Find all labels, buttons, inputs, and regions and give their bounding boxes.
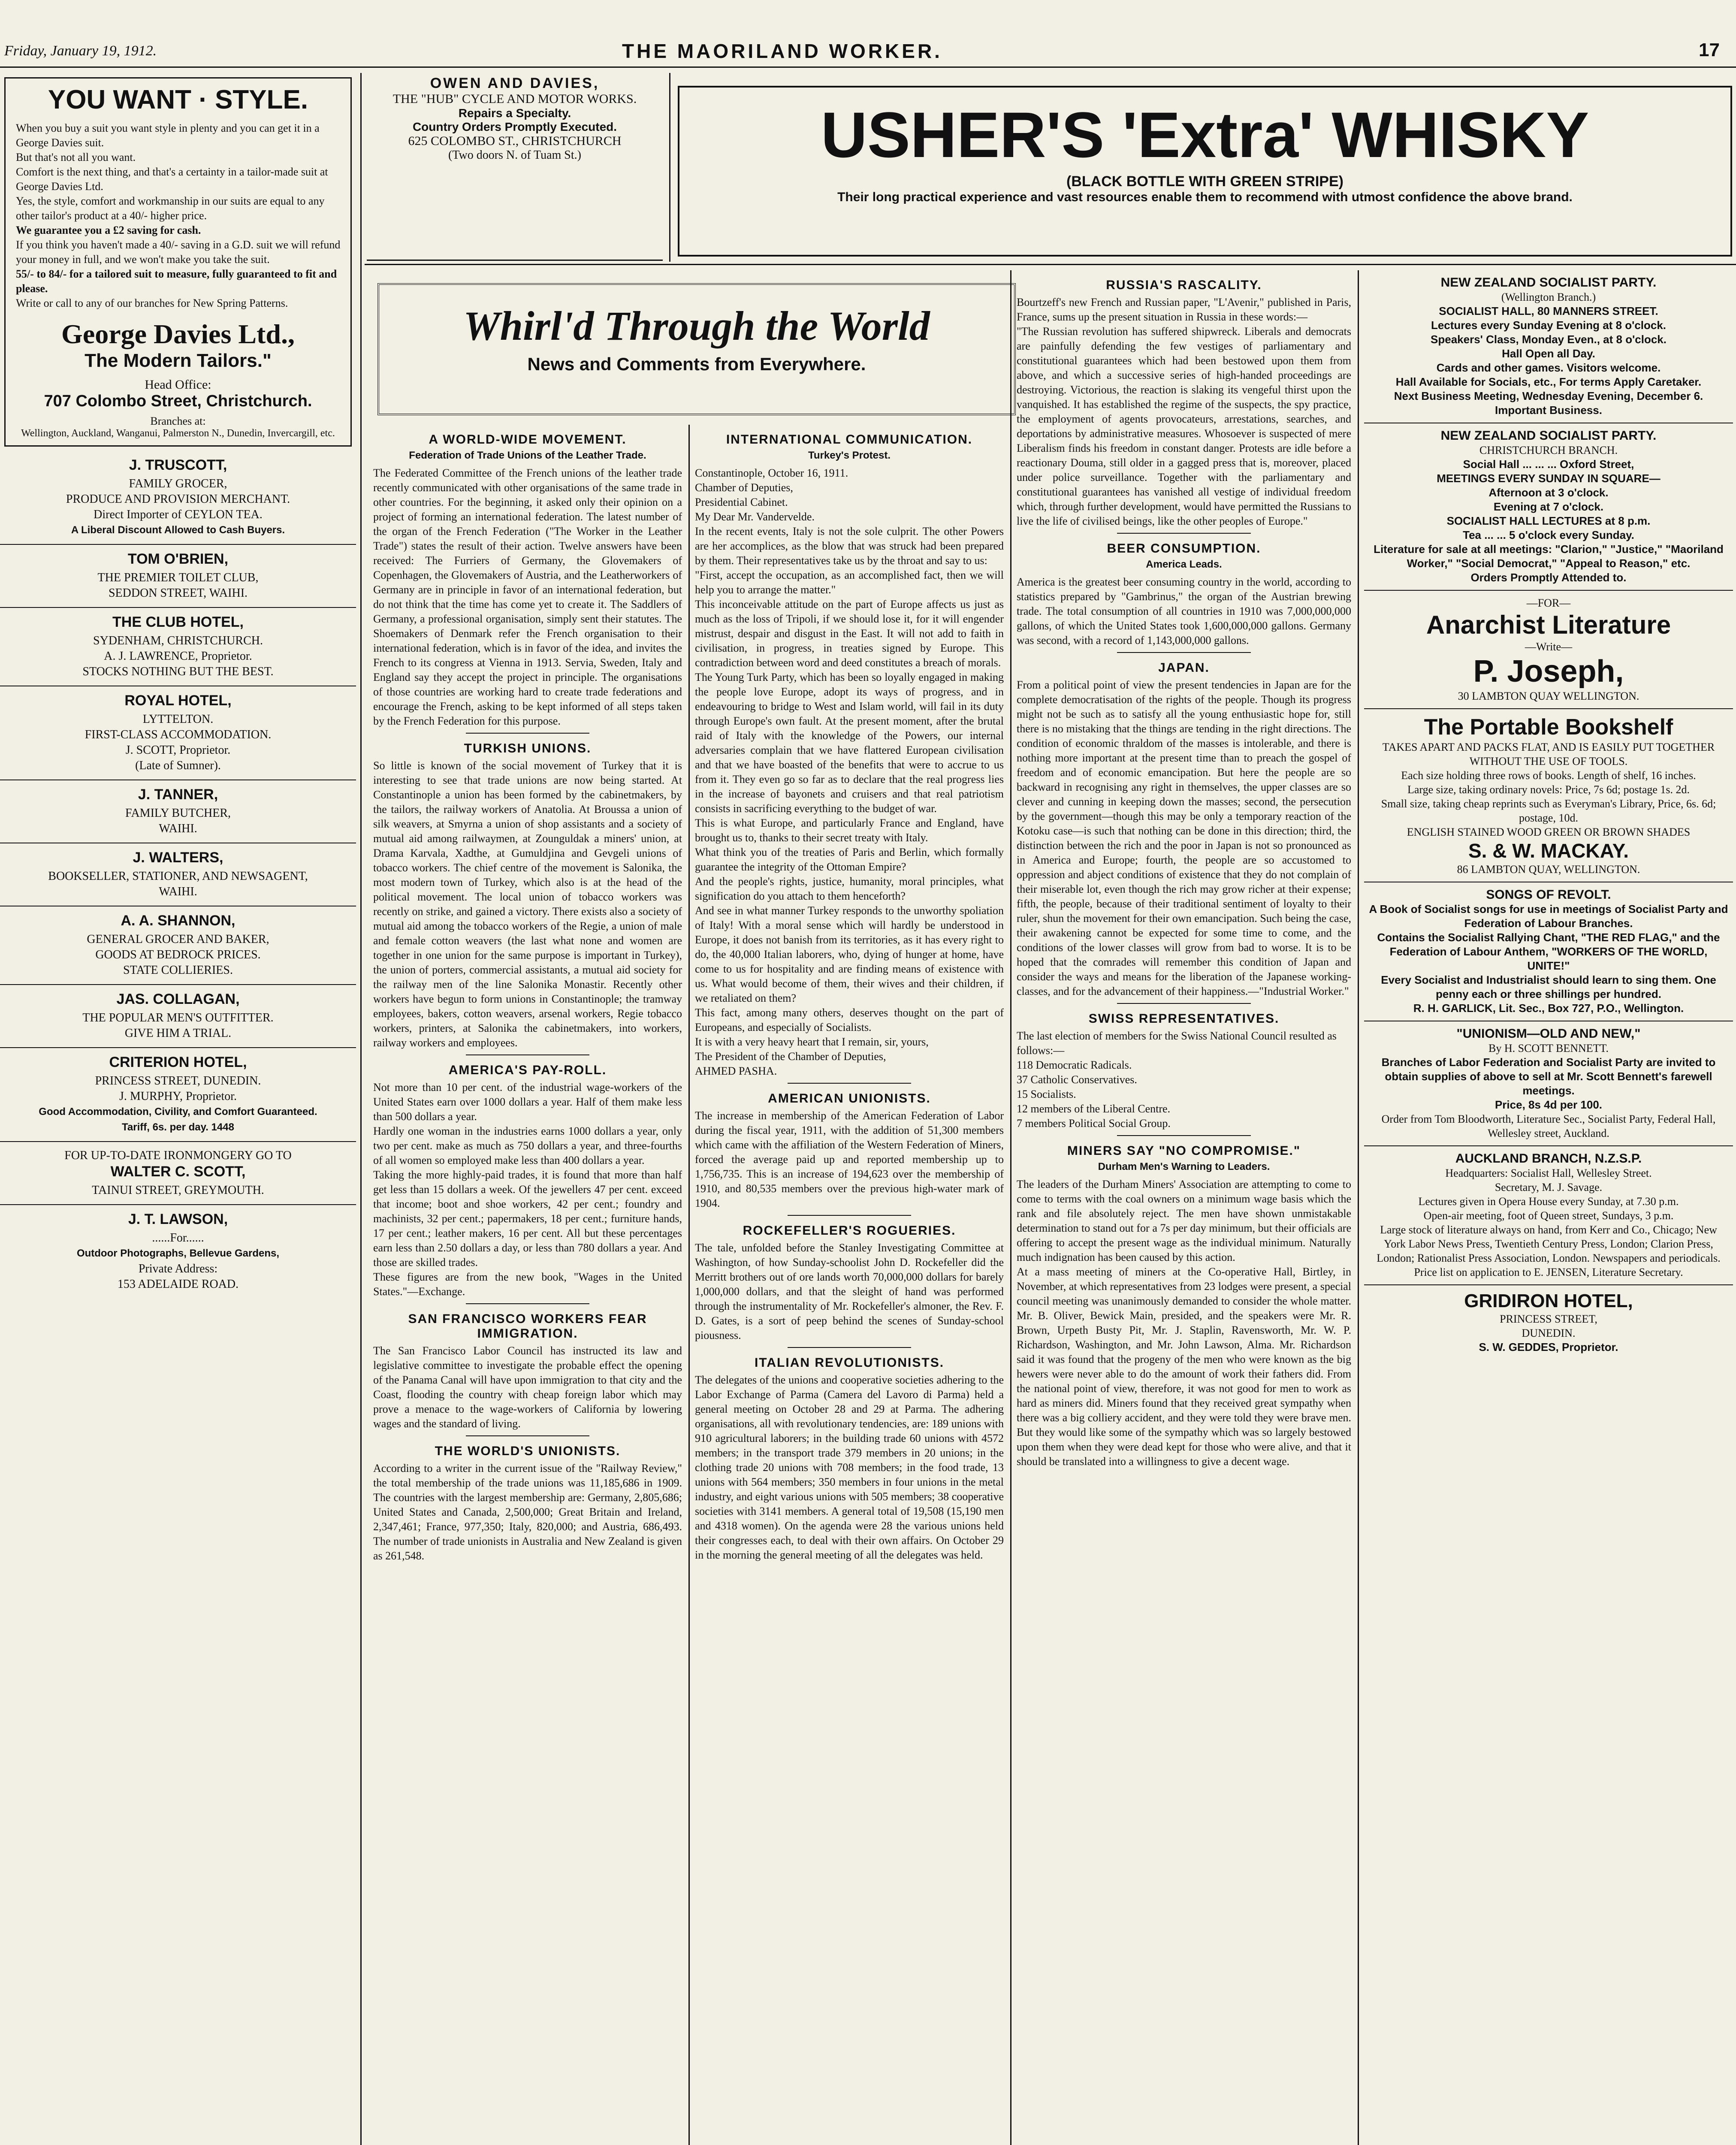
article — [1017, 278, 1351, 534]
ad-line: TAINUI STREET, GREYMOUTH. — [92, 1184, 264, 1197]
ad-name: OWEN AND DAVIES, — [430, 75, 600, 91]
notice-anarchist-literature — [1364, 591, 1733, 709]
notice-title: "UNIONISM—OLD AND NEW," — [1456, 1027, 1641, 1041]
ad-truscott — [0, 451, 356, 545]
notice-line: Lectures given in Opera House every Sunday, at 7.30 p.m. — [1418, 1195, 1679, 1208]
notice-line: By H. SCOTT BENNETT. — [1488, 1042, 1609, 1054]
notice-line: Evening at 7 o'clock. — [1493, 500, 1604, 513]
notice-line: Lectures every Sunday Evening at 8 o'clock. — [1431, 319, 1667, 332]
news-column-2 — [373, 425, 682, 2145]
article-head: AMERICA'S PAY-ROLL. — [448, 1063, 607, 1077]
ad-line: Outdoor Photographs, Bellevue Gardens, — [76, 1248, 280, 1259]
article — [373, 741, 682, 1055]
ad-line: Repairs a Specialty. — [458, 106, 571, 120]
style-ad-tagline: The Modern Tailors." — [85, 350, 272, 371]
article-body: According to a writer in the current issue of the "Railway Review," the total membership of the trade unions was 11,185,686 in 1909. The countries with the largest membership are: Germany, 2,805,686; United States and Canada, 2,500,000; Great Britain and Ireland, 2,347,461; France, 977,350; Italy, 820,000; and Austria, 686,493. The number of trade unionists in Australia and New Zealand is given as 261,548. — [373, 1462, 682, 1562]
ad-club-hotel — [0, 608, 356, 686]
ad-tanner — [0, 780, 356, 843]
notice-auckland-branch — [1364, 1146, 1733, 1285]
notice-line: Social Hall ... ... ... Oxford Street, — [1463, 458, 1634, 471]
style-ad-branches: Wellington, Auckland, Wanganui, Palmerston N., Dunedin, Invercargill, etc. — [21, 428, 335, 439]
article-body: The tale, unfolded before the Stanley Investigating Committee at Washington, of how Sunday-schoolist John D. Rockefeller did the Merritt brothers out of ore lands worth 70,000,000 dollars for barely 1,000,000 dollars, and that the sleight of hand was performed through the instrumentality of Mr. Rockefeller's almoner, the Rev. F. D. Gates, is a sort of peep behind the scenes of Sunday-school piousness. — [695, 1242, 1004, 1341]
article-body: The delegates of the unions and cooperative societies adhering to the Labor Exchange of Parma (Camera del Lavoro di Parma) held a general meeting on October 28 and 29 at Parma. The adhering organisations, all with revolutionary tendencies, are: 189 unions with 910 agricultural laborers; in the building trade 60 unions with 4572 members; in the transport trade 379 members in 20 unions; in the clothing trade 20 unions with 708 members; in the food trade, 13 unions with 564 members; 350 members in four unions in the metal industry, and eight various unions with 505 members; 38 cooperative societies with 3141 members. A general total of 19,508 (15,190 men and 4318 women). On the agenda were 28 the various unions held their congresses each, to deal with their own affairs. On October 29 in the morning the general meeting of all the delegates was held. — [695, 1374, 1004, 1561]
article-head: A WORLD-WIDE MOVEMENT. — [429, 432, 627, 447]
ad-line: FAMILY GROCER, — [129, 477, 227, 490]
notice-line: S. W. GEDDES, Proprietor. — [1479, 1341, 1618, 1353]
notice-line: Afternoon at 3 o'clock. — [1488, 486, 1609, 499]
notice-line: (Wellington Branch.) — [1501, 291, 1596, 303]
notice-line: DUNEDIN. — [1522, 1327, 1576, 1339]
ad-line: GENERAL GROCER AND BAKER, — [87, 933, 269, 946]
ad-line: Direct Importer of CEYLON TEA. — [94, 508, 263, 521]
ad-line: 625 COLOMBO ST., CHRISTCHURCH — [408, 134, 622, 148]
ad-lawson — [0, 1205, 356, 1298]
notice-line: Speakers' Class, Monday Even., at 8 o'clock. — [1431, 333, 1667, 346]
notice-title: GRIDIRON HOTEL, — [1464, 1290, 1633, 1311]
style-ad-item: We guarantee you a £2 saving for cash. — [16, 224, 201, 236]
article-head: SWISS REPRESENTATIVES. — [1088, 1012, 1280, 1026]
ad-name: TOM O'BRIEN, — [127, 551, 229, 567]
notice-title: NEW ZEALAND SOCIALIST PARTY. — [1440, 275, 1657, 290]
notice-line: Small size, taking cheap reprints such as Everyman's Library, Price, 6s. 6d; postage, 10d. — [1381, 798, 1716, 824]
ad-name: J. T. LAWSON, — [128, 1211, 228, 1227]
notice-line: Large size, taking ordinary novels: Price, 7s 6d; postage 1s. 2d. — [1407, 783, 1690, 796]
ad-line: WALTER C. SCOTT, — [110, 1163, 246, 1180]
ad-shannon — [0, 906, 356, 985]
article-head: JAPAN. — [1158, 661, 1210, 675]
ad-walter-scott — [0, 1142, 356, 1205]
ad-title: USHER'S 'Extra' WHISKY — [821, 99, 1589, 171]
article-head: MINERS SAY "NO COMPROMISE." — [1067, 1144, 1301, 1158]
notice-line: Order from Tom Bloodworth, Literature Sec., Socialist Party, Federal Hall, Wellesley street, Auckland. — [1381, 1113, 1716, 1139]
notice-line: SOCIALIST HALL LECTURES at 8 p.m. — [1446, 514, 1651, 527]
ad-line: ......For...... — [152, 1231, 204, 1245]
notice-line: Literature for sale at all meetings: "Clarion," "Justice," "Maoriland Worker," "Social Democrat," "Appeal to Reason," etc. — [1374, 543, 1724, 570]
ad-line: FAMILY BUTCHER, — [125, 807, 231, 820]
news-column-4 — [1017, 270, 1351, 2145]
notice-line: Secretary, M. J. Savage. — [1494, 1181, 1603, 1193]
notice-line: TAKES APART AND PACKS FLAT, AND IS EASILY PUT TOGETHER WITHOUT THE USE OF TOOLS. — [1382, 741, 1715, 767]
ad-walters — [0, 843, 356, 906]
ad-line: PRINCESS STREET, DUNEDIN. — [95, 1074, 261, 1088]
article-body: Not more than 10 per cent. of the industrial wage-workers of the United States earn over 1000 dollars a year. Half of them make less than 500 dollars a year. Hardly one woman in the industries earns 1000 dollars a year, only two per cent. make as much as 750 dollars a year, and three-fourths of all women so employed make less than 400 dollars a year. Taking the more highly-paid trades, it is found that more than half get less than 15 dollars a week. Of the jewellers 47 per cent. exceed that income; boot and shoe workers, 42 per cent.; foundry and machinists, 32 per cent.; papermakers, 18 per cent.; furniture hands, 17 per cent.; leather makers, 16 per cent. All but these percentages earn less than 2.50 dollars a day, or less than 780 dollars a year. And those are skilled trades. These figures are from the new book, "Wages in the United States."—Exchange. — [373, 1081, 682, 1298]
ad-line: A Liberal Discount Allowed to Cash Buyers. — [71, 524, 285, 536]
article-head: BEER CONSUMPTION. — [1107, 541, 1261, 556]
article — [1017, 661, 1351, 1004]
ad-collagan — [0, 985, 356, 1048]
article — [695, 1091, 1004, 1216]
ad-line: SYDENHAM, CHRISTCHURCH. — [93, 634, 263, 647]
style-ad-title: YOU WANT · STYLE. — [48, 85, 308, 115]
style-ad-address: 707 Colombo Street, Christchurch. — [44, 392, 312, 410]
ad-line: THE "HUB" CYCLE AND MOTOR WORKS. — [392, 92, 637, 106]
notice-line: Cards and other games. Visitors welcome. — [1436, 361, 1661, 374]
ad-line: (BLACK BOTTLE WITH GREEN STRIPE) — [1066, 173, 1344, 190]
article-body: From a political point of view the present tendencies in Japan are for the complete democratisation of the rights of the people. Though its progress might not be such as to satisfy all the young enthusiastic hope for, still there is no mistaking that the things are tending in the right directions. The condition of economic thraldom of the masses is intolerable, and there is nothing more important at the present time than to preach the gospel of freedom and of economic emancipation. But here the people are so backward in recognising any right in themselves, the upper classes are so clever and cunning in keeping down the masses; second, the persecution by the government—though this may be only a temporary reaction of the Kotoku case—is such that nothing can be done in this direction; third, the distinction between the rich and the poor in Japan is not so pronounced as in America and Europe; fourth, the people are so accustomed to oppression and abject conditions of existence that they do not complain of their miserable lot, even though the rich may grow richer at their expense; fifth, the people, because of their traditional sentiment of loyalty to their ruler, shun the movement for their own emancipation. Such being the case, their awakening cannot be expected for some time to come, and the conditions of the lower classes will grow from bad to worse. It is to be hoped that the comrades will remember this condition of Japan and consider the ways and means for the liberation of the Japanese working-classes, and for the advancement of their happiness.—"Industrial Worker." — [1017, 679, 1351, 997]
whirl-title: Whirl'd Through the World — [463, 303, 930, 349]
ad-line: FIRST-CLASS ACCOMMODATION. — [85, 728, 272, 741]
article-body: The last election of members for the Swiss National Council resulted as follows:— 118 Democratic Radicals. 37 Catholic Conservatives. 15 Socialists. 12 members of the Liberal Centre. 7 members Political Social Group. — [1017, 1030, 1337, 1130]
ad-line: Country Orders Promptly Executed. — [412, 120, 617, 133]
article — [373, 1063, 682, 1304]
article-head: SAN FRANCISCO WORKERS FEAR IMMIGRATION. — [408, 1312, 647, 1341]
ad-line: LYTTELTON. — [142, 713, 214, 726]
notice-line: S. & W. MACKAY. — [1468, 840, 1629, 862]
notice-line: Open-air meeting, foot of Queen street, Sundays, 3 p.m. — [1423, 1209, 1674, 1222]
article-head: RUSSIA'S RASCALITY. — [1106, 278, 1262, 292]
right-notice-column — [1364, 270, 1733, 2145]
notice-line: Each size holding three rows of books. Length of shelf, 16 inches. — [1401, 769, 1696, 782]
style-ad-item: Write or call to any of our branches for New Spring Patterns. — [16, 297, 288, 309]
style-ad-company: George Davies Ltd., — [61, 319, 295, 349]
notice-line: Large stock of literature always on hand, from Kerr and Co., Chicago; New York Labor News Press, Twentieth Century Press, London; Clarion Press, London; Rationalist Press Association, London. Newspapers and periodicals. Price list on application to E. JENSEN, Literature Secretary. — [1377, 1224, 1721, 1278]
article-body: So little is known of the social movement of Turkey that it is interesting to see that trade unions are now being started. At Constantinople a union has been formed by the cabinetmakers, by the tailors, the railway workers of Anatolia. At Broussa a union of silk weavers, at Smyrna a union of shop assistants and a society of mutual aid among railwaymen, at Zounguldak a miners' union, at Drama Karvala, Xadthe, at Gumuldjina and Gevgeli unions of tobacco workers. The chief centre of the movement is Salonika, the most modern town of Turkey, which also is at the head of the political movement. The local union of tobacco workers was recently on strike, and gained a victory. There exists also a society of mutual aid among the tobacco workers of the Regie, a union of male and female cotton weavers (the last what none and women are together in one union for the same purpose is important in Turkey), the union of porters, commercial assistants, a mutual aid society for the railway men of the line Salonika Monastir. Recently other workers have begun to form unions in Constantinople; the tramway employees, bakers, cotton weavers, arsenal workers, Regie tobacco workers, printers, at Salonika the cabinetmakers, into workers, railway workers and employees. — [373, 759, 682, 1049]
notice-gridiron-hotel — [1364, 1285, 1733, 1360]
notice-line: —Write— — [1525, 640, 1573, 653]
article — [695, 1224, 1004, 1348]
notice-line: ENGLISH STAINED WOOD GREEN OR BROWN SHADES — [1407, 826, 1691, 838]
article-sub: America Leads. — [1146, 559, 1222, 570]
ad-name: A. A. SHANNON, — [121, 912, 235, 929]
ad-line: Tariff, 6s. per day. 1448 — [122, 1121, 234, 1133]
article — [373, 432, 682, 734]
notice-christchurch-branch — [1364, 423, 1733, 591]
ad-line: PRODUCE AND PROVISION MERCHANT. — [66, 492, 290, 506]
ad-line: 153 ADELAIDE ROAD. — [117, 1278, 239, 1291]
article — [1017, 1012, 1351, 1136]
notice-title: NEW ZEALAND SOCIALIST PARTY. — [1440, 429, 1657, 443]
article-head: AMERICAN UNIONISTS. — [768, 1091, 931, 1106]
article-body: Constantinople, October 16, 1911. Chamber of Deputies, Presidential Cabinet. My Dear Mr. Vandervelde. In the recent events, Italy is not the sole culprit. The other Powers are her accomplices, as the blow that was struck had been prepared by them. Their representatives take us by the throat and say to us: "First, accept the occupation, as an accomplished fact, then we will help you to arrange the matter." This inconceivable attitude on the part of Europe affects us just as much as the loss of Tripoli, if we should lose it, for it will engender mistrust, despair and disgust in the East. It will not add to faith in civilisation, in progress, in treaties signed by Europe. This contradiction between word and deed constitutes a breach of morals. The Young Turk Party, which has been so loyally engaged in making the people love Europe, adopt its ways of progress, and in endeavouring to bridge to West and Islam world, will fail in its duty through Europe's own fault. At the present moment, after the brutal raid of Italy with the knowledge of the Powers, our internal adversaries complain that we have flattered European civilisation and that we have boasted of the benefits that were to accrue to us from it. They even go so far as to declare that the real progress lies in the increase of bayonets and cruisers and that real patriotism consists in sacrificing everything to the budget of war. This is what Europe, and particularly France and England, have brought us to, thanks to their secret treaty with Italy. What think you of the treaties of Paris and Berlin, which formally guarantee the integrity of the Ottoman Empire? And the people's rights, justice, humanity, moral principles, what signification do you attach to them henceforth? And see in what manner Turkey responds to the unworthy spoliation of Italy! With a moral sense which will hardly be understood in Europe, it does not banish from its territories, as it has every right to do, the 40,000 Italian laborers, who, dying of hunger at home, have come to us for hospitality and are finding means of existence with us. What would become of them, their wives and their children, if we retaliated on them? This fact, among many others, deserves thought on the part of Europeans, and especially of Socialists. It is with a very heavy heart that I remain, sir, yours, The President of the Chamber of Deputies, AHMED PASHA. — [695, 467, 1004, 1077]
notice-line: Branches of Labor Federation and Socialist Party are invited to obtain supplies of above to sell at Mr. Scott Bennett's farewell meetings. — [1381, 1056, 1716, 1097]
notice-songs-of-revolt — [1364, 882, 1733, 1021]
notice-line: R. H. GARLICK, Lit. Sec., Box 727, P.O., Wellington. — [1413, 1002, 1684, 1015]
notice-line: Hall Available for Socials, etc., For terms Apply Caretaker. — [1395, 375, 1702, 388]
notice-title: AUCKLAND BRANCH, N.Z.S.P. — [1455, 1151, 1642, 1166]
notice-line: PRINCESS STREET, — [1500, 1313, 1597, 1325]
notice-title: —FOR— — [1526, 597, 1571, 609]
ad-line: Private Address: — [138, 1262, 218, 1275]
notice-line: Hall Open all Day. — [1502, 347, 1595, 360]
ad-name: J. TRUSCOTT, — [129, 457, 227, 473]
ad-line: STATE COLLIERIES. — [123, 964, 233, 977]
article-head: INTERNATIONAL COMMUNICATION. — [726, 432, 973, 447]
notice-line: Every Socialist and Industrialist should learn to sing them. One penny each or three shillings per hundred. — [1381, 973, 1716, 1000]
ad-line: J. MURPHY, Proprietor. — [119, 1090, 237, 1103]
ad-name: CRITERION HOTEL, — [109, 1054, 247, 1070]
notice-line: 30 LAMBTON QUAY WELLINGTON. — [1458, 690, 1639, 702]
notice-line: MEETINGS EVERY SUNDAY IN SQUARE— — [1437, 472, 1661, 485]
notice-line: Next Business Meeting, Wednesday Evening, December 6. Important Business. — [1394, 390, 1703, 417]
page-header — [0, 0, 1736, 64]
article — [695, 1356, 1004, 1562]
article — [695, 432, 1004, 1084]
notice-line: CHRISTCHURCH BRANCH. — [1479, 444, 1618, 456]
ad-line: A. J. LAWRENCE, Proprietor. — [104, 650, 252, 663]
notice-wellington-branch — [1364, 270, 1733, 423]
ad-line: STOCKS NOTHING BUT THE BEST. — [82, 665, 274, 678]
ad-name: J. TANNER, — [138, 786, 218, 803]
notice-line: Tea ... ... 5 o'clock every Sunday. — [1463, 529, 1634, 541]
ad-line: Their long practical experience and vast resources enable them to recommend with utmost confidence the above brand. — [837, 190, 1573, 204]
whirl-banner — [377, 283, 1016, 415]
notice-line: A Book of Socialist songs for use in meetings of Socialist Party and Federation of Labour Branches. — [1369, 903, 1728, 930]
article-sub: Federation of Trade Unions of the Leather Trade. — [409, 450, 646, 461]
notice-line: P. Joseph, — [1473, 654, 1624, 689]
left-ad-column — [0, 73, 356, 2145]
style-ad-item: If you think you haven't made a 40/- saving in a G.D. suit we will refund your money in full, and we won't make you take the suit. — [16, 239, 341, 266]
style-ad-head-office: Head Office: — [145, 378, 211, 392]
article — [1017, 541, 1351, 653]
ad-obrien — [0, 545, 356, 608]
ad-line: GOODS AT BEDROCK PRICES. — [95, 948, 261, 961]
notice-line: Anarchist Literature — [1426, 610, 1671, 639]
ad-owen-davies — [367, 75, 663, 261]
ad-line: (Late of Sumner). — [135, 759, 221, 772]
article-body: America is the greatest beer consuming country in the world, according to statistics prepared by "Gambrinus," the organ of the Austrian brewing trade. The total consumption of all countries in 1910 was 7,000,000,000 gallons, of which the United States took 1,600,000,000 gallons. Germany was second, with a record of 1,143,000,000 gallons. — [1017, 576, 1351, 647]
notice-line: Contains the Socialist Rallying Chant, "THE RED FLAG," and the Federation of Labour Anthem, "WORKERS OF THE WORLD, UNITE!" — [1377, 931, 1720, 972]
ad-name: FOR UP-TO-DATE IRONMONGERY GO TO — [64, 1149, 292, 1162]
notice-portable-bookshelf — [1364, 709, 1733, 882]
ad-line: THE PREMIER TOILET CLUB, — [97, 571, 259, 584]
ad-line: (Two doors N. of Tuam St.) — [448, 148, 581, 162]
ad-criterion-hotel — [0, 1048, 356, 1142]
ad-name: ROYAL HOTEL, — [124, 692, 232, 709]
style-ad-item: Yes, the style, comfort and workmanship in our suits are equal to any other tailor's product at a 40/- higher price. — [16, 195, 325, 222]
news-column-3 — [695, 425, 1004, 2145]
ad-line: Good Accommodation, Civility, and Comfort Guaranteed. — [39, 1106, 317, 1118]
notice-line: SOCIALIST HALL, 80 MANNERS STREET. — [1439, 305, 1658, 317]
article-head: ITALIAN REVOLUTIONISTS. — [754, 1356, 945, 1370]
ad-name: J. WALTERS, — [133, 849, 223, 866]
ad-line: GIVE HIM A TRIAL. — [124, 1027, 232, 1040]
notice-title: The Portable Bookshelf — [1424, 715, 1673, 740]
ad-royal-hotel — [0, 686, 356, 780]
ad-name: JAS. COLLAGAN, — [116, 991, 240, 1007]
article — [1017, 1144, 1351, 1469]
ad-usher-whisky — [678, 86, 1732, 257]
ad-line: THE POPULAR MEN'S OUTFITTER. — [82, 1011, 274, 1024]
notice-line: 86 LAMBTON QUAY, WELLINGTON. — [1457, 863, 1640, 876]
article — [373, 1312, 682, 1436]
style-ad — [4, 77, 352, 447]
notice-line: Price, 8s 4d per 100. — [1494, 1098, 1603, 1111]
style-ad-branches-label: Branches at: — [150, 415, 206, 427]
page-number: 17 — [1699, 39, 1720, 60]
notice-unionism — [1364, 1021, 1733, 1146]
article — [373, 1444, 682, 1563]
ad-name: THE CLUB HOTEL, — [112, 614, 244, 630]
article-body: The Federated Committee of the French unions of the leather trade recently communicated with other organisations of the same trade in other countries. For the beginning, it asked only their opinion on a project of forming an international federation. The latest number of the organ of the French Federation ("The Worker in the Leather Trade") states the result of their action. Twelve answers have been received: The Furriers of Germany, the Glovemakers of Copenhagen, the Glovemakers of Austria, and the Leatherworkers of Germany are in principle in favor of an international federation, but do not think that the time has come yet to create it. The Saddlers of Germany, a professional organisation, simply sent their statutes. The Shoemakers of Denmark refer the French organisation to their international federation, which is in favor of the idea, and invites the French to its congress at Vienna in 1913. Servia, Sweden, Italy and England say they accept the project in principle. The organisations of those countries are working hard to create trade federations and encourage the French, asking to be kept informed of all steps taken by the French Federation for this purpose. — [373, 467, 682, 727]
article-head: THE WORLD'S UNIONISTS. — [435, 1444, 621, 1458]
ad-line: J. SCOTT, Proprietor. — [125, 743, 231, 757]
ad-line: WAIHI. — [159, 822, 197, 835]
notice-line: Orders Promptly Attended to. — [1470, 571, 1627, 584]
style-ad-item: 55/- to 84/- for a tailored suit to measure, fully guaranteed to fit and please. — [16, 268, 337, 295]
notice-title: SONGS OF REVOLT. — [1486, 888, 1611, 902]
article-sub: Turkey's Protest. — [808, 450, 891, 461]
article-body: The increase in membership of the American Federation of Labor during the fiscal year, 1911, with the addition of 51,300 members which came with the affiliation of the Western Federation of Miners, forced the average paid up and reported membership up to 1,756,735. This is an increase of 194,623 over the membership of 1910, and 80,535 members over the previous high-water mark of 1904. — [695, 1109, 1004, 1209]
style-ad-item: Comfort is the next thing, and that's a certainty in a tailor-made suit at George Davies Ltd. — [16, 166, 328, 193]
ad-line: WAIHI. — [159, 885, 197, 898]
article-body: The San Francisco Labor Council has instructed its law and legislative committee to investigate the probable effect the opening of the Panama Canal will have upon immigration to that city and the Coast, flooding the country with cheap foreign labor which may prove a menace to the wage-workers of California by lowering wages and the standard of living. — [373, 1344, 682, 1430]
article-body: Bourtzeff's new French and Russian paper, "L'Avenir," published in Paris, France, sums up the present situation in Russia in these words:— "The Russian revolution has suffered shipwreck. Liberals and democrats are painfully defending the few vestiges of parliamentary and constitutional guarantees which had been bestowed upon them from above, and which a successive series of high-handed proceedings are destroying. Victorious, the reaction is slaking its vengeful thirst upon the vanquished. It has established the regime of the suspects, the spy practice, the employment of agents provocateurs, arrestations, searches, and deportations by administrative measures. Whosoever is suspected of mere Liberalism finds his freedom in constant danger. Protests are idle before a reactionary Douma, still older in a gagged press that is, moreover, placed under police surveillance. Together with the parliamentary and constitutional guarantees has vanished all vestige of individual freedom which, through further development, would have permitted the Russians to live the life of civilised beings, like the other peoples of Europe." — [1017, 296, 1351, 527]
article-body: The leaders of the Durham Miners' Association are attempting to come to come to terms with the coal owners on a minimum wage basis which the rank and file absolutely reject. The men have shown unmistakable determination to stand out for a 7s per day minimum, but their officials are offering to accept the present wage as the individual minimum. Naturally much indignation has been caused by this action. At a mass meeting of miners at the Co-operative Hall, Birtley, in November, at which representatives from 23 lodges were present, a special council meeting was unanimously demanded to consider the whole matter. Mr. B. Oliver, Bewick Main, presided, and the speakers were Mr. R. Brown, Urpeth Busty Pit, Mr. J. Staplin, Ravensworth, Mr. W. P. Richardson, Washington, and Mr. John Lawson, Alma. Mr. Richardson said it was found that the progeny of the men who were known as the big hewers were never able to do the amount of work their fathers did. From the national point of view, therefore, it was not good for men to work as hard as miners did. Miners found that they received great sympathy when there was a big colliery accident, and they were told they were brave men. But they would like some of the sympathy which was so largely bestowed upon them when they were dead kept for those who were alive, and that it should be translated into a willingness to give a decent wage. — [1017, 1178, 1351, 1468]
ad-line: BOOKSELLER, STATIONER, AND NEWSAGENT, — [48, 870, 308, 883]
article-sub: Durham Men's Warning to Leaders. — [1098, 1161, 1270, 1172]
style-ad-intro2: But that's not all you want. — [16, 151, 136, 163]
header-date: Friday, January 19, 1912. — [4, 43, 157, 59]
notice-line: Headquarters: Socialist Hall, Wellesley Street. — [1445, 1167, 1652, 1179]
whirl-subtitle: News and Comments from Everywhere. — [527, 354, 866, 374]
article-head: TURKISH UNIONS. — [464, 741, 592, 755]
style-ad-intro: When you buy a suit you want style in plenty and you can get it in a George Davies suit. — [16, 122, 320, 149]
article-head: ROCKEFELLER'S ROGUERIES. — [743, 1224, 956, 1238]
masthead: THE MAORILAND WORKER. — [622, 40, 942, 62]
ad-line: SEDDON STREET, WAIHI. — [108, 586, 248, 600]
